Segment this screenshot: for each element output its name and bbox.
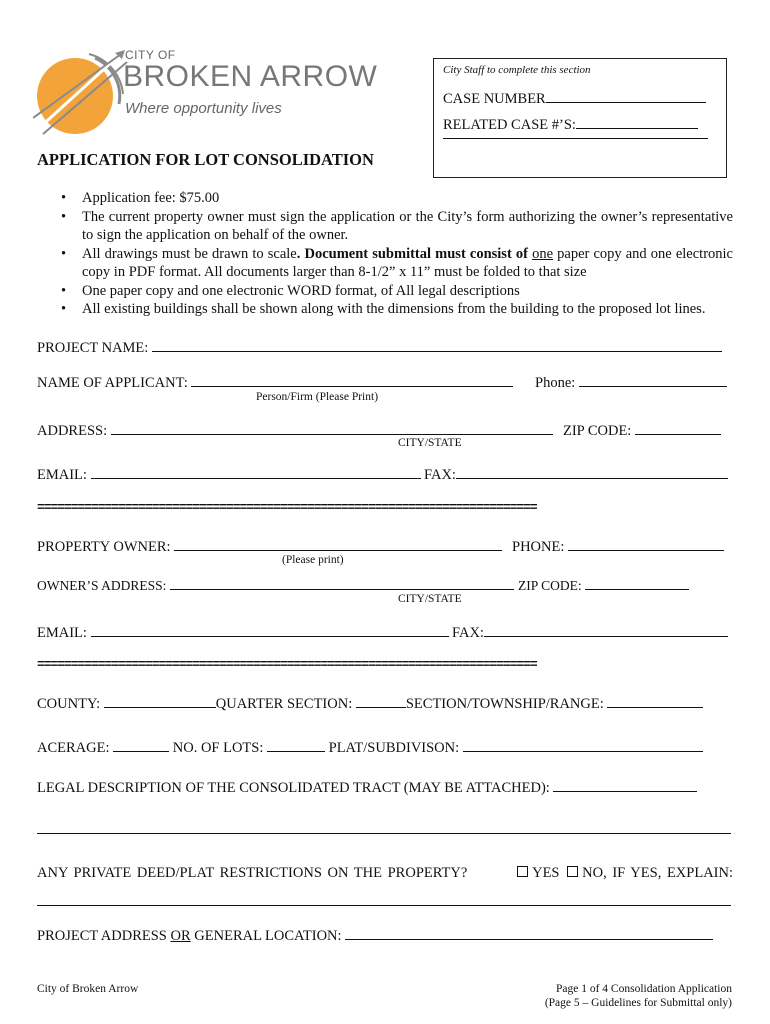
list-item: • One paper copy and one electronic WORD format, of All legal descriptions (37, 282, 733, 301)
section-township-range-label: SECTION/TOWNSHIP/RANGE: (405, 696, 604, 712)
owner-zip-field[interactable] (518, 575, 689, 595)
owner-phone-field[interactable] (512, 536, 724, 556)
plat-subdivision-label: PLAT/SUBDIVISON: (328, 740, 460, 756)
legal-description-line-2[interactable] (37, 833, 731, 834)
owner-email-field[interactable] (37, 622, 449, 642)
separator: ========================================================================== (37, 657, 537, 672)
footer-page-info: Page 1 of 4 Consolidation Application (556, 983, 732, 995)
address-label: ADDRESS: (37, 423, 108, 439)
restrictions-question: ANY PRIVATE DEED/PLAT RESTRICTIONS ON THE PROPERTY? (37, 865, 468, 881)
section-township-range-input[interactable] (607, 693, 703, 708)
footer-left: City of Broken Arrow (37, 983, 139, 995)
city-logo (33, 44, 413, 134)
yes-checkbox[interactable] (517, 866, 528, 877)
logo-city-of: CITY OF (125, 48, 176, 62)
email-label: EMAIL: (37, 467, 87, 483)
county-input[interactable] (104, 693, 216, 708)
case-number-field[interactable] (443, 88, 706, 108)
applicant-name-label: NAME OF APPLICANT: (37, 375, 188, 391)
restrictions-explain-line[interactable] (37, 905, 731, 906)
yes-label: YES (532, 865, 560, 881)
fax-label: FAX: (424, 467, 456, 483)
num-lots-label: NO. OF LOTS: (172, 740, 264, 756)
owner-fax-field[interactable] (452, 622, 728, 642)
owner-zip-label: ZIP CODE: (518, 578, 582, 593)
applicant-hint: Person/Firm (Please Print) (256, 391, 379, 403)
project-name-label: PROJECT NAME: (37, 340, 149, 356)
owner-hint: (Please print) (282, 554, 344, 566)
num-lots-input[interactable] (267, 737, 325, 752)
plat-subdivision-input[interactable] (463, 737, 703, 752)
page-title: APPLICATION FOR LOT CONSOLIDATION (37, 150, 374, 169)
footer-right (545, 982, 732, 1010)
list-item: • All drawings must be drawn to scale. Document submittal must consist of one paper copy and one electronic copy in PDF format. All documents larger than 8-1/2” x 11” must be folded to that size (37, 245, 733, 282)
requirements-list (37, 189, 733, 319)
owner-fax-label: FAX: (452, 625, 484, 641)
property-owner-label: PROPERTY OWNER: (37, 539, 171, 555)
fax-field[interactable] (424, 464, 728, 484)
list-item: • Application fee: $75.00 (37, 189, 733, 208)
acreage-input[interactable] (113, 737, 169, 752)
separator: ========================================================================== (37, 500, 537, 515)
legal-description-label: LEGAL DESCRIPTION OF THE CONSOLIDATED TRACT (MAY BE ATTACHED): (37, 780, 550, 796)
owner-city-state-hint: CITY/STATE (398, 593, 462, 605)
property-owner-field[interactable] (37, 536, 502, 556)
list-item: • All existing buildings shall be shown along with the dimensions from the building to the proposed lot lines. (37, 300, 733, 319)
project-address-field[interactable] (37, 925, 713, 945)
related-case-line-2[interactable] (443, 138, 708, 139)
owner-phone-label: PHONE: (512, 539, 565, 555)
county-label: COUNTY: (37, 696, 101, 712)
related-case-field[interactable] (443, 114, 698, 134)
no-checkbox[interactable] (567, 866, 578, 877)
case-number-label: CASE NUMBER (443, 91, 546, 107)
staff-note: City Staff to complete this section (443, 64, 591, 76)
logo-name: BROKEN ARROW (123, 60, 378, 93)
applicant-phone-label: Phone: (535, 375, 576, 391)
arrow-logo-icon (33, 44, 133, 140)
email-field[interactable] (37, 464, 421, 484)
quarter-section-input[interactable] (356, 693, 406, 708)
legal-description-field[interactable] (37, 777, 697, 797)
county-row (37, 693, 703, 713)
city-state-hint: CITY/STATE (398, 437, 462, 449)
zip-label: ZIP CODE: (563, 423, 632, 439)
acreage-label: ACERAGE: (37, 740, 110, 756)
zip-field[interactable] (563, 420, 721, 440)
list-item: • The current property owner must sign the application or the City’s form authorizing the owner’s representative to sign the application on behalf of the owner. (37, 208, 733, 245)
owner-address-label: OWNER’S ADDRESS: (37, 578, 167, 593)
staff-section-box (433, 58, 727, 178)
quarter-section-label: QUARTER SECTION: (215, 696, 353, 712)
no-explain-label: NO, IF YES, EXPLAIN: (582, 865, 733, 881)
related-case-label: RELATED CASE #’S: (443, 117, 576, 133)
applicant-phone-field[interactable] (535, 372, 727, 392)
acreage-row (37, 737, 703, 757)
logo-tagline: Where opportunity lives (125, 100, 282, 117)
footer-guidelines: (Page 5 – Guidelines for Submittal only) (544, 997, 732, 1009)
restrictions-options (513, 864, 733, 882)
address-field[interactable] (37, 420, 553, 440)
project-name-field[interactable] (37, 337, 722, 357)
applicant-name-field[interactable] (37, 372, 513, 392)
restrictions-row (37, 864, 733, 882)
owner-email-label: EMAIL: (37, 625, 87, 641)
project-address-label: PROJECT ADDRESS OR GENERAL LOCATION: (37, 928, 342, 944)
